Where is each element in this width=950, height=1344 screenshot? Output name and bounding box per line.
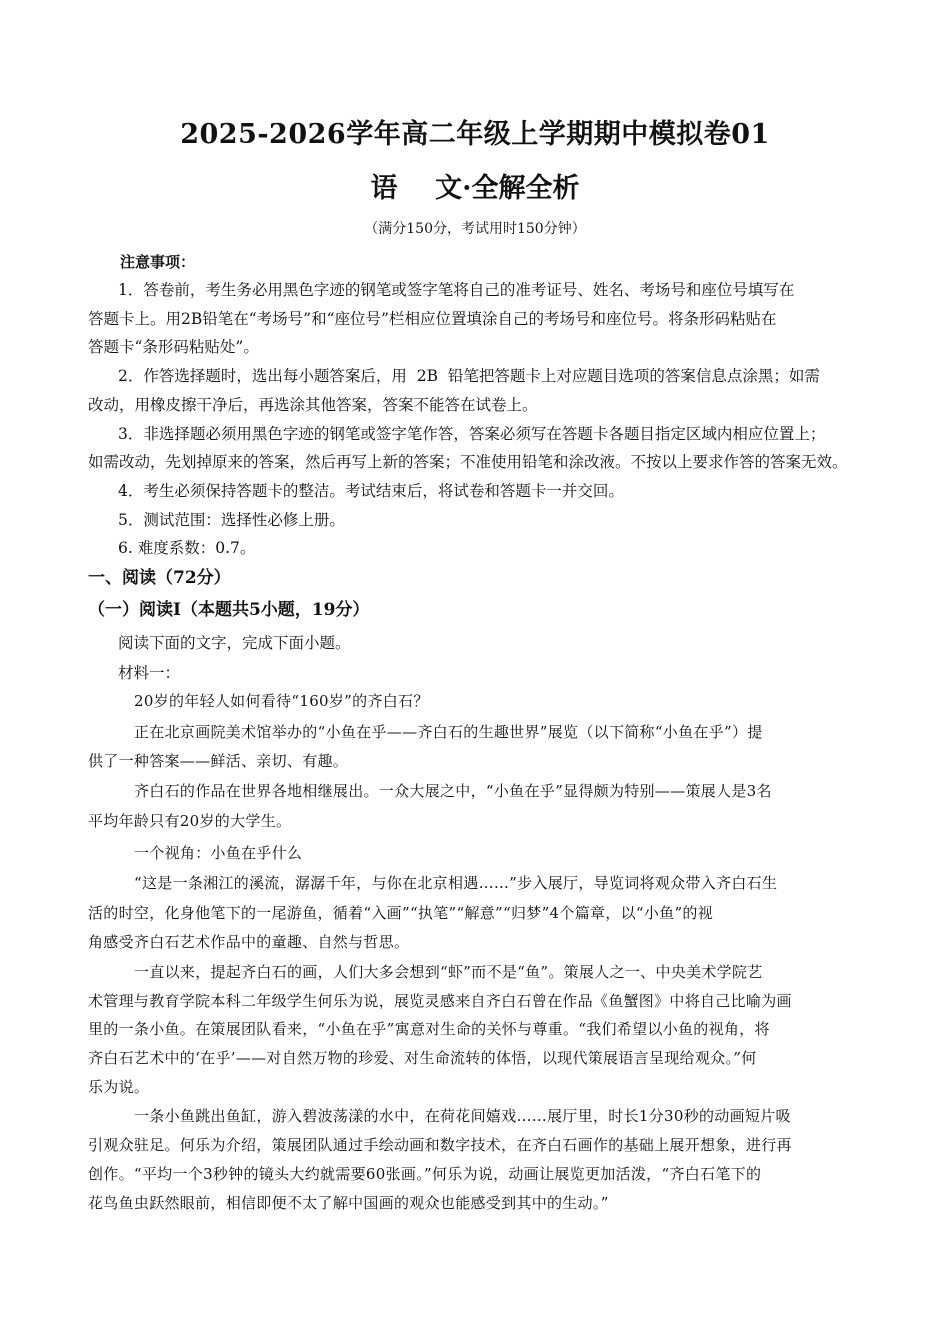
notice-line: 2．作答选择题时，选出每小题答案后，用 2B 铅笔把答题卡上对应题目选项的答案信息点涂黑；如需: [118, 367, 820, 385]
article-line: 创作。“平均一个3秒钟的镜头大约就需要60张画。”何乐为说，动画让展览更加活泼，“齐白石笔下的: [88, 1165, 762, 1183]
material-label: 材料一：: [118, 664, 181, 682]
document-title: 2025-2026学年高二年级上学期期中模拟卷01: [180, 119, 770, 150]
article-line: 供了一种答案——鲜活、亲切、有趣。: [88, 752, 349, 770]
instruction-text: 阅读下面的文字，完成下面小题。: [118, 634, 351, 652]
notice-line: 3．非选择题必须用黑色字迹的钢笔或签字笔作答，答案必须写在答题卡各题目指定区域内相应位置上；: [118, 425, 826, 443]
notice-line: 4．考生必须保持答题卡的整洁。考试结束后，将试卷和答题卡一并交回。: [118, 482, 624, 500]
article-line: “这是一条湘江的溪流，潺潺千年，与你在北京相遇……”步入展厅，导览词将观众带入齐白石生: [134, 874, 778, 892]
article-line: 里的一条小鱼。在策展团队看来，“小鱼在乎”寓意对生命的关怀与尊重。“我们希望以小鱼的视角，将: [88, 1020, 770, 1038]
article-line: 引观众驻足。何乐为介绍，策展团队通过手绘动画和数字技术，在齐白石画作的基础上展开想象，进行再: [88, 1136, 792, 1154]
article-line: 平均年龄只有20岁的大学生。: [88, 812, 292, 830]
notice-line: 5．测试范围：选择性必修上册。: [118, 511, 345, 529]
article-line: 齐白石的作品在世界各地相继展出。一众大展之中，“小鱼在乎”显得颇为特别——策展人是3名: [134, 782, 772, 800]
article-line: 角感受齐白石艺术作品中的童趣、自然与哲思。: [88, 933, 410, 951]
article-line: 一直以来，提起齐白石的画，人们大多会想到“虾”而不是“鱼”。策展人之一、中央美术学院艺: [134, 963, 763, 981]
article-line: 活的时空，化身他笔下的一尾游鱼，循着“入画”“执笔”“解意”“归梦”4个篇章，以“小鱼”的视: [88, 904, 714, 922]
section-heading: 一、阅读（72分）: [88, 568, 231, 588]
article-line: 花鸟鱼虫跃然眼前，相信即便不太了解中国画的观众也能感受到其中的生动。”: [88, 1194, 609, 1212]
article-line: 齐白石艺术中的‘在乎’——对自然万物的珍爱、对生命流转的体悟，以现代策展语言呈现给观众。”何: [88, 1049, 757, 1067]
article-line: 术管理与教育学院本科二年级学生何乐为说，展览灵感来自齐白石曾在作品《鱼蟹图》中将自己比喻为画: [88, 992, 792, 1010]
subsection-heading: （一）阅读Ⅰ（本题共5小题，19分）: [88, 600, 370, 620]
notice-line: 如需改动，先划掉原来的答案，然后再写上新的答案；不准使用铅笔和涂改液。不按以上要求作答的答案无效。: [88, 453, 848, 471]
notice-line: 1．答卷前，考生务必用黑色字迹的钢笔或签字笔将自己的准考证号、姓名、考场号和座位号填写在: [118, 281, 795, 299]
article-line: 一个视角：小鱼在乎什么: [134, 844, 303, 862]
article-line: 一条小鱼跳出鱼缸，游入碧波荡漾的水中，在荷花间嬉戏……展厅里，时长1分30秒的动画短片吸: [134, 1107, 791, 1125]
notice-line: 改动，用橡皮擦干净后，再选涂其他答案，答案不能答在试卷上。: [88, 396, 538, 414]
article-line: 正在北京画院美术馆举办的“小鱼在乎——齐白石的生趣世界”展览（以下简称“小鱼在乎”）提: [134, 723, 763, 741]
notice-line: 答题卡“条形码粘贴处”。: [88, 338, 259, 356]
subject-title: 语 文·全解全析: [370, 173, 580, 204]
notice-line: 答题卡上。用2B铅笔在“考场号”和“座位号”栏相应位置填涂自己的考场号和座位号。将条形码粘贴在: [88, 310, 777, 328]
notice-heading: 注意事项：: [120, 253, 196, 271]
notice-line: 6. 难度系数：0.7。: [118, 539, 256, 557]
article-line: 乐为说。: [88, 1078, 150, 1096]
article-headline: 20岁的年轻人如何看待“160岁”的齐白石？: [134, 692, 429, 710]
score-info: （满分150分，考试用时150分钟）: [364, 221, 586, 237]
